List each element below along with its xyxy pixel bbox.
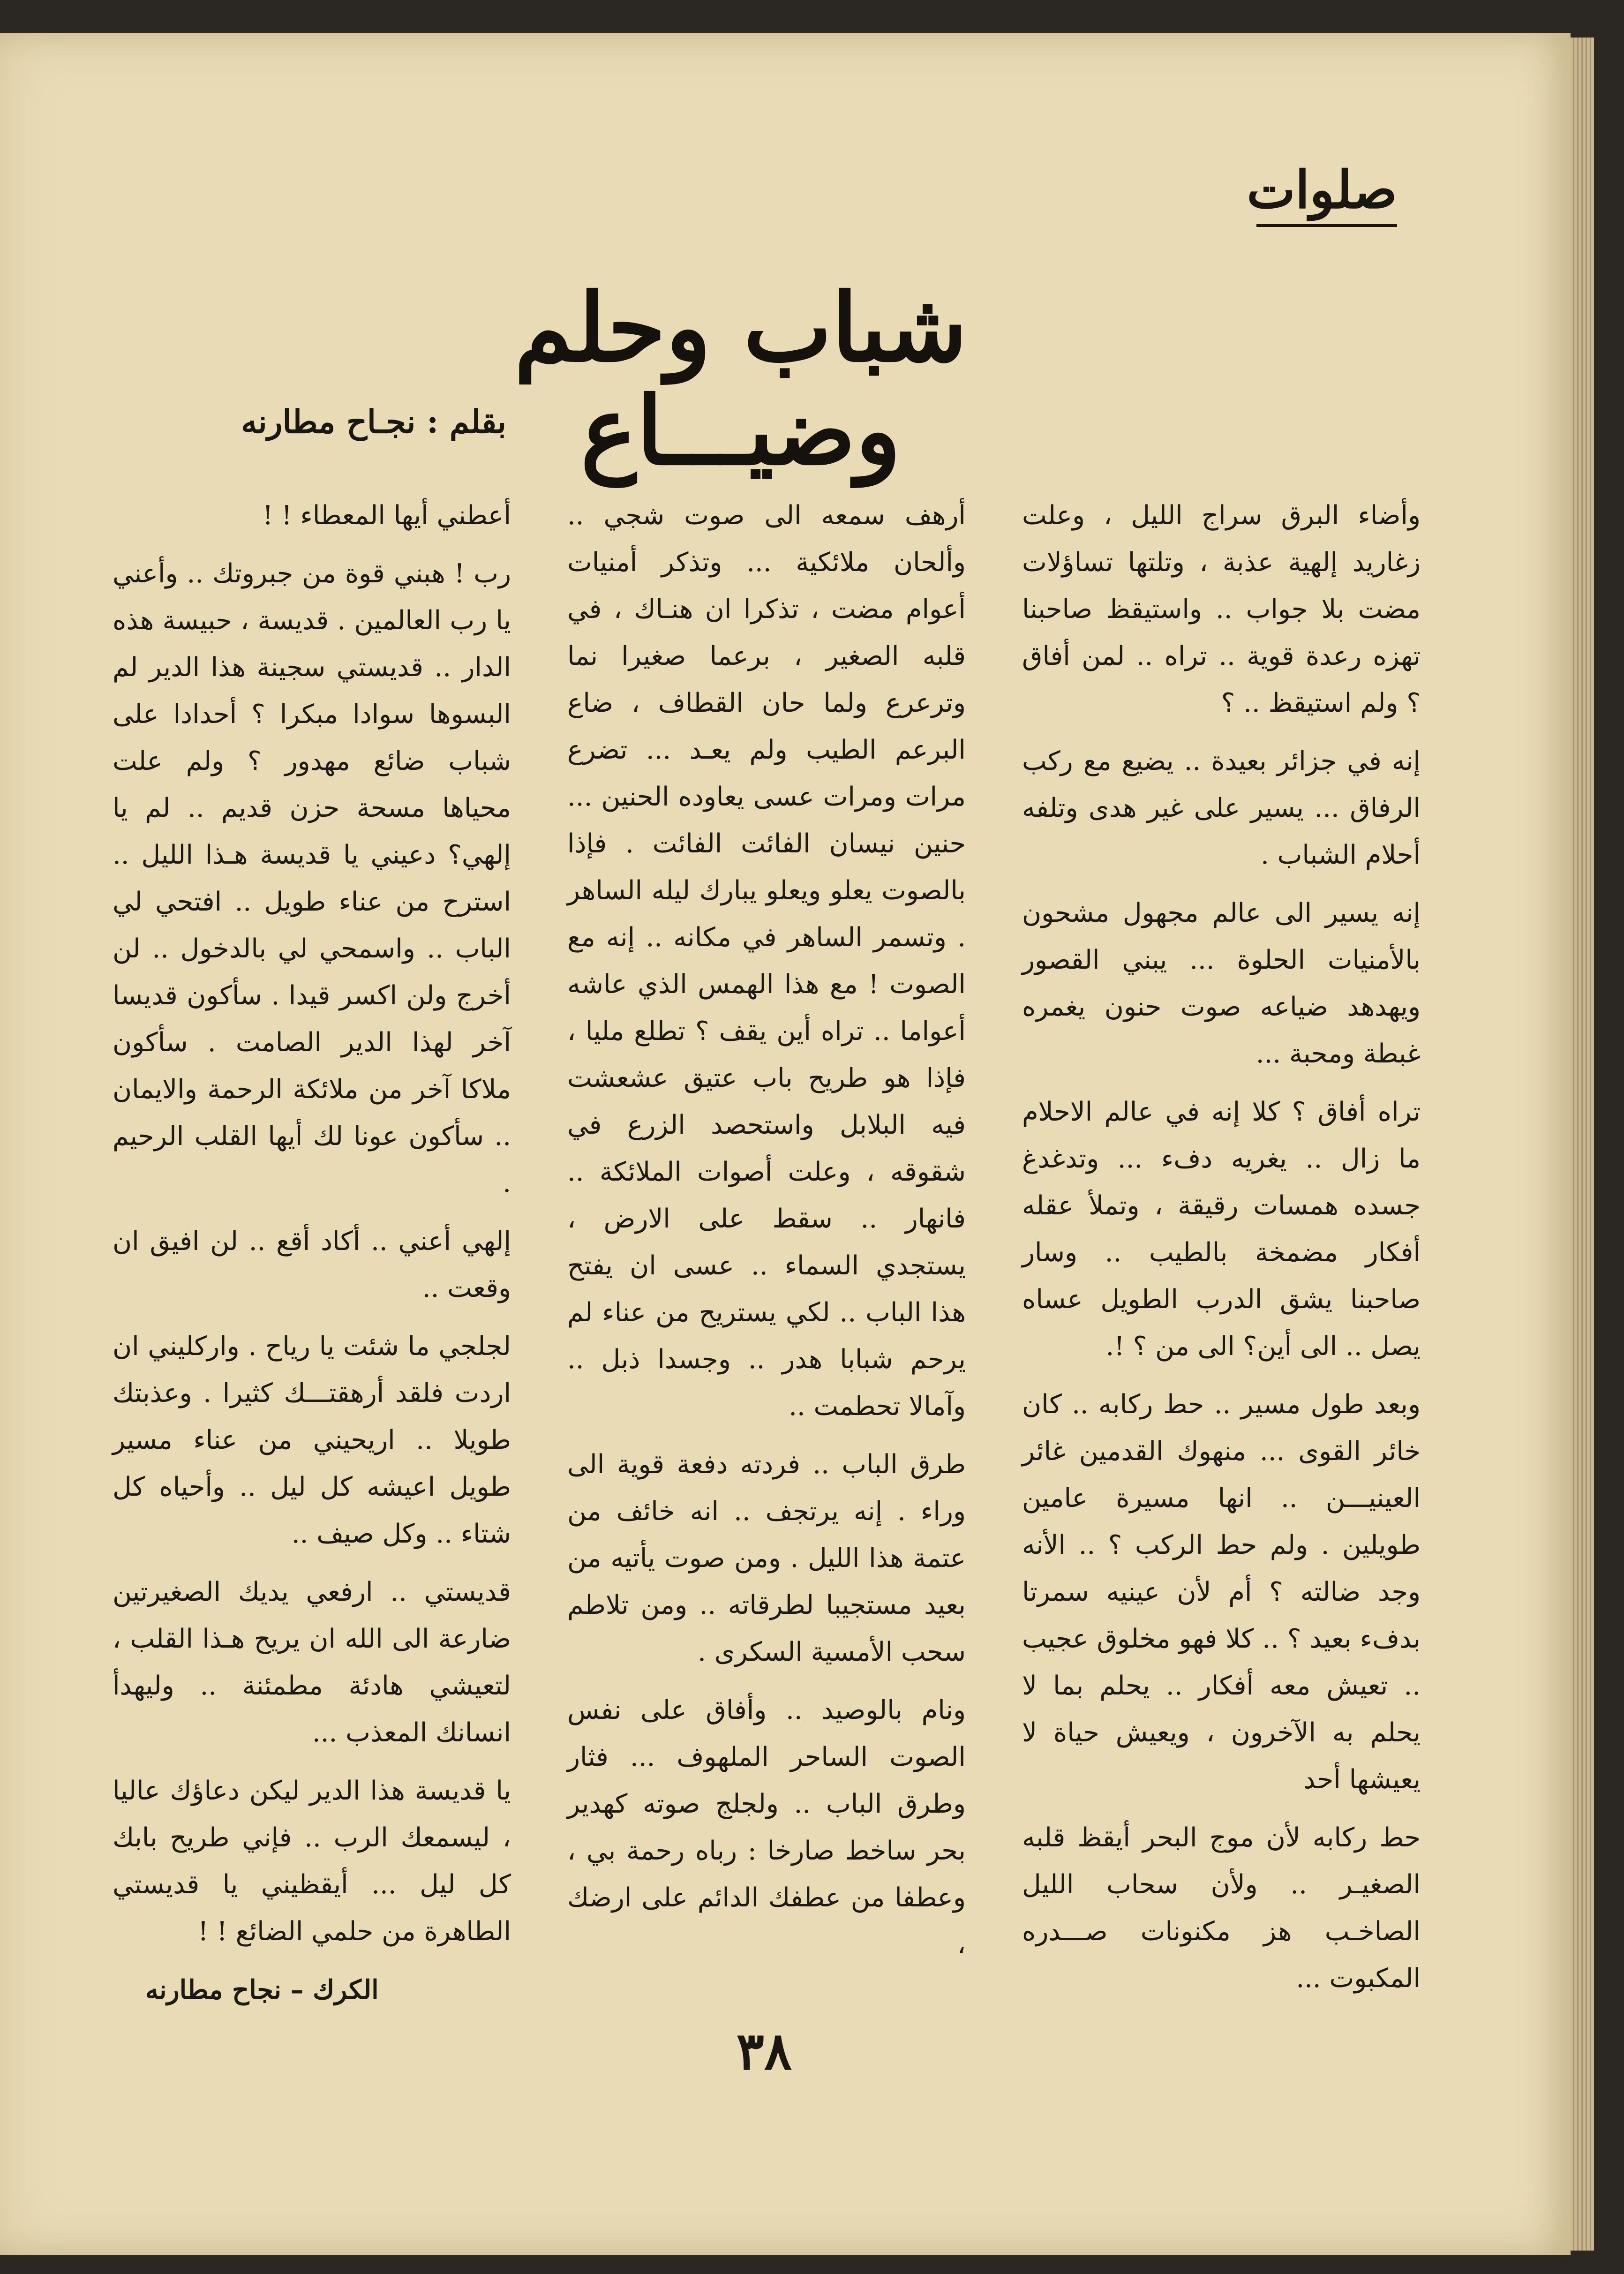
paragraph: وبعد طول مسير .. حط ركابه .. كان خائر القوى ... منهوك القدمين غائر العينيـــن .. انها مسيرة عامين طويلين . ولم حط الركب ؟ .. الأنه وجد ضالته ؟ أم لأن عينيه سمرتا بدفء بعيد ؟ .. كلا فهو مخلوق عجيب .. تعيش معه أفكار .. يحلم بما لا يحلم به الآخرون ، ويعيش حياة لا يعيشها أحد [1022,1389,1421,1795]
paragraph: يا قديسة هذا الدير ليكن دعاؤك عاليا ، ليسمعك الرب .. فإني طريح بابك كل ليل ... أيقظيني يا قديستي الطاهرة من حلمي الضائع ! ! [113,1776,511,1947]
article-columns [113,492,1421,2005]
article-title: شباب وحلم وضيـــاع [514,273,968,486]
column-1 [1022,492,1421,1993]
paragraph: رب ! هبني قوة من جبروتك .. وأعني يا رب العالمين . قديسة ، حبيسة هذه الدار .. قديستي سجينة هذا الدير لم البسوها سوادا مبكرا ؟ أحدادا على شباب ضائع مهدور ؟ ولم علت محياها مسحة حزن قديم .. لم يا إلهي؟ دعيني يا قديسة هـذا الليل .. استرح من عناء طويل .. افتحي لي الباب .. واسمحي لي بالدخول .. لن أخرج ولن اكسر قيدا . سأكون قديسا آخر لهذا الدير الصامت . سأكون ملاكا آخر من ملائكة الرحمة والايمان .. سأكون عونا لك أيها القلب الرحيم . [113,558,511,1198]
paragraph: قديستي .. ارفعي يديك الصغيرتين ضارعة الى الله ان يريح هـذا القلب ، لتعيشي هادئة مطمئنة .. وليهدأ انسانك المعذب ... [113,1577,511,1748]
paragraph: تراه أفاق ؟ كلا إنه في عالم الاحلام ما زال .. يغريه دفء ... وتدغدغ جسده همسات رقيقة ، وتملأ عقله أفكار مضمخة بالطيب .. وسار صاحبنا يشق الدرب الطويل عساه يصل .. الى أين؟ الى من ؟ !. [1022,1097,1421,1362]
section-label: صلوات [1247,159,1397,220]
page-number: ٣٨ [736,2021,792,2081]
section-header [1247,159,1397,227]
paragraph: أعطني أيها المعطاء ! ! [262,500,511,531]
magazine-page [0,33,1571,2255]
article-byline: بقلم : نجـاح مطارنه [241,403,506,441]
paragraph: طرق الباب .. فردته دفعة قوية الى وراء . إنه يرتجف .. انه خائف من عتمة هذا الليل . ومن صوت يأتيه من بعيد مستجيبا لطرقاته .. ومن تلاطم سحب الأمسية السكرى . [567,1449,966,1667]
paragraph: إنه في جزائر بعيدة .. يضيع مع ركب الرفاق ... يسير على غير هدى وتلفه أحلام الشباب . [1022,746,1421,870]
author-signature: الكرك – نجاح مطارنه [145,1974,379,2005]
section-underline [1256,224,1397,227]
paragraph: لجلجي ما شئت يا رياح . واركليني ان اردت فلقد أرهقتـــك كثيرا . وعذبتك طويلا .. اريحيني من عناء مسير طويل اعيشه كل ليل .. وأحياه كل شتاء .. وكل صيف .. [113,1331,511,1549]
paragraph: حط ركابه لأن موج البحر أيقظ قلبه الصغيـر .. ولأن سحاب الليل الصاخـب هز مكنونات صـــدره المكبوت ... [1022,1822,1421,1994]
column-3 [113,492,511,2005]
paragraph: ونام بالوصيد .. وأفاق على نفس الصوت الساحر الملهوف ... فثار وطرق الباب .. ولجلج صوته كهدير بحر ساخط صارخا : رباه رحمة بي ، وعطفا من عطفك الدائم على ارضك ، [567,1695,966,1960]
paragraph: أرهف سمعه الى صوت شجي .. وألحان ملائكية ... وتذكر أمنيات أعوام مضت ، تذكرا ان هنـاك ، في قلبه الصغير ، برعما صغيرا نما وترعرع ولما حان القطاف ، ضاع البرعم الطيب ولم يعـد ... تضرع مرات ومرات عسى يعاوده الحنين ... حنين نيسان الفائت الفائت . فإذا بالصوت يعلو ويعلو يبارك ليله الساهر . وتسمر الساهر في مكانه .. إنه مع الصوت ! مع هذا الهمس الذي عاشه أعواما .. تراه أين يقف ؟ تطلع مليا ، فإذا هو طريح باب عتيق عشعشت فيه البلابل واستحصد الزرع في شقوقه ، وعلت أصوات الملائكة .. فانهار .. سقط على الارض ، يستجدي السماء .. عسى ان يفتح هذا الباب .. لكي يستريح من عناء لم يرحم شبابا هدر .. وجسدا ذبل .. وآمالا تحطمت .. [567,500,966,1422]
paragraph: إلهي أعني .. أكاد أقع .. لن افيق ان وقعت .. [113,1226,511,1303]
paragraph: وأضاء البرق سراج الليل ، وعلت زغاريد إلهية عذبة ، وتلتها تساؤلات مضت بلا جواب .. واستيقظ صاحبنا تهزه رعدة قوية .. تراه .. لمن أفاق ؟ ولم استيقظ .. ؟ [1022,500,1421,718]
paragraph: إنه يسير الى عالم مجهول مشحون بالأمنيات الحلوة ... يبني القصور ويهدهد ضياعه صوت حنون يغمره غبطة ومحبة ... [1022,898,1421,1069]
column-2 [567,492,966,1993]
